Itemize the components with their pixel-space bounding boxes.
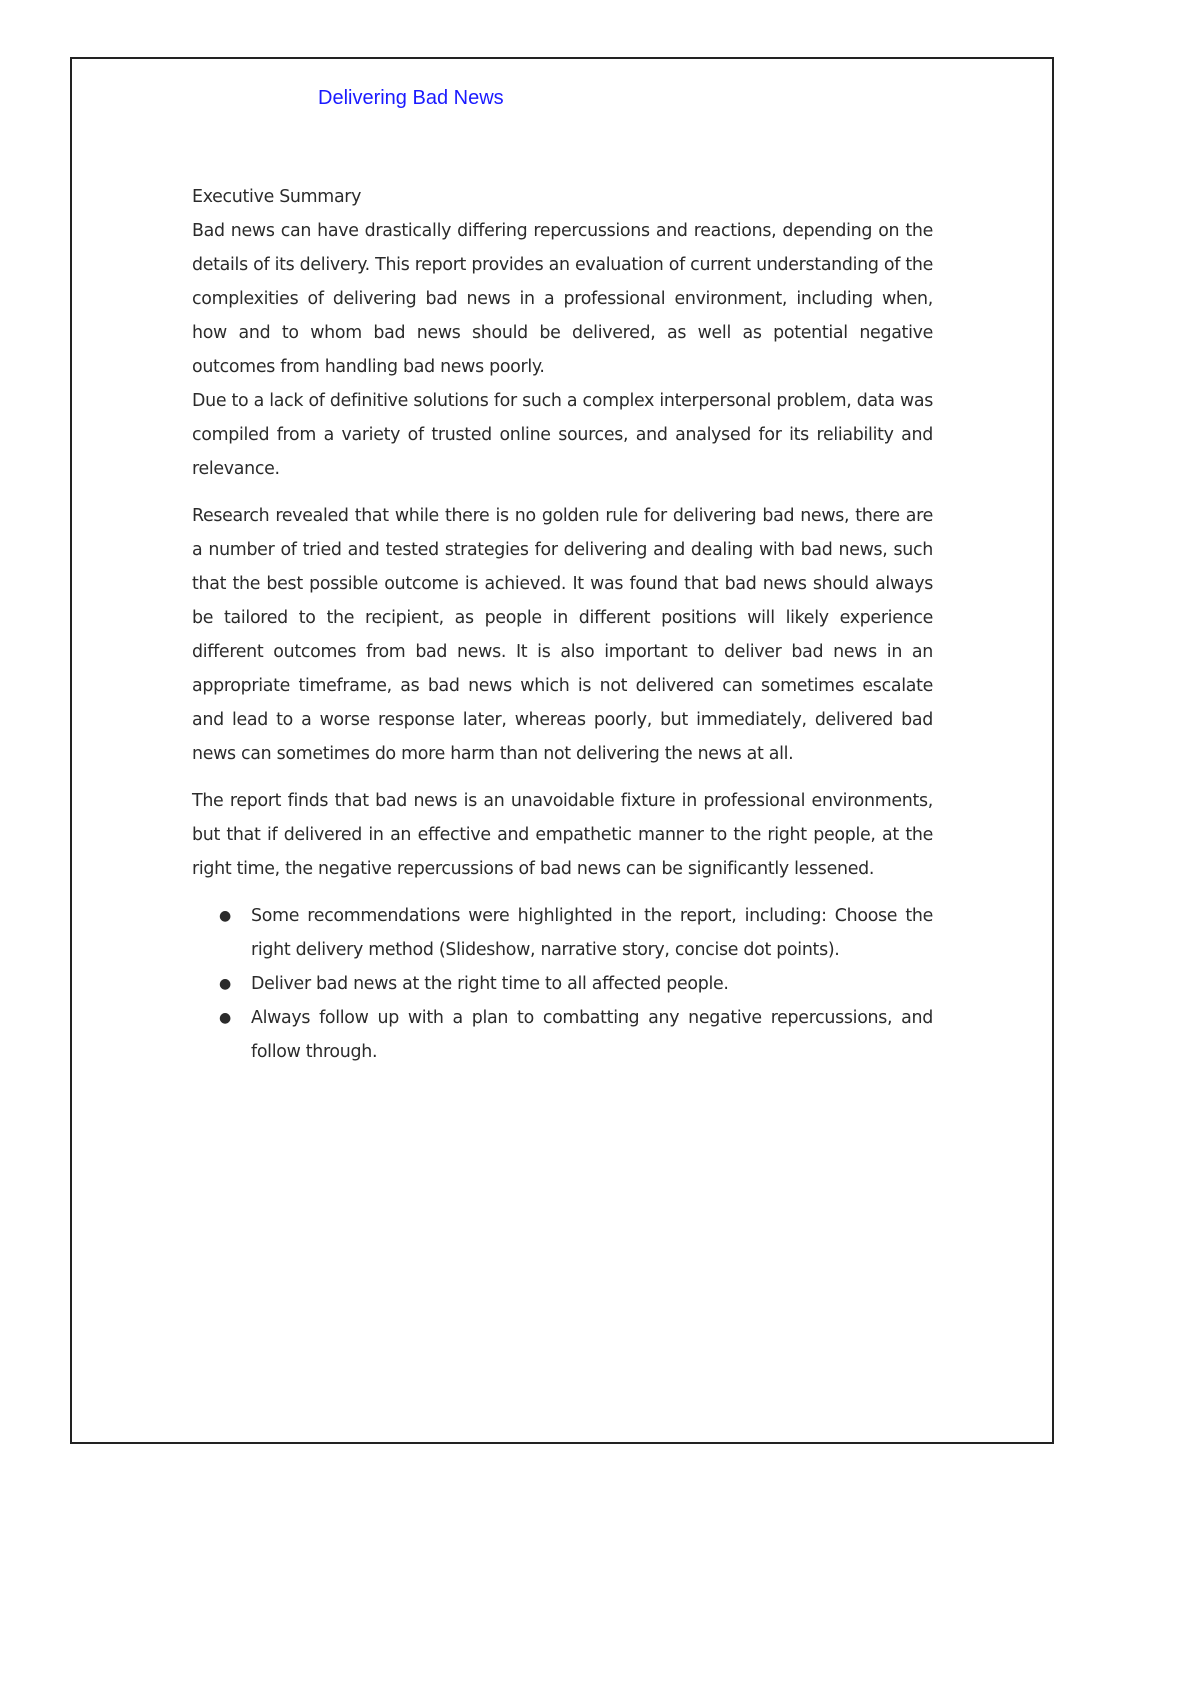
list-item (219, 967, 933, 1001)
conclusion-paragraph: The report finds that bad news is an unavoidable fixture in professional environments, but that if delivered in an effective and empathetic manner to the right people, at the right time, the negative repercussions of bad news can be significantly lessened. (192, 791, 933, 879)
recommendations-list (192, 899, 933, 1069)
section-heading: Executive Summary (192, 187, 362, 207)
findings-paragraph: Research revealed that while there is no golden rule for delivering bad news, there are a number of tried and tested strategies for delivering and dealing with bad news, such that the best possible outcome is achieved. It was found that bad news should always be tailored to the recipient, as people in different positions will likely experience different outcomes from bad news. It is also important to deliver bad news in an appropriate timeframe, as bad news which is not delivered can sometimes escalate and lead to a worse response later, whereas poorly, but immediately, delivered bad news can sometimes do more harm than not delivering the news at all. (192, 506, 933, 764)
bullet-icon: ● (219, 1010, 231, 1026)
recommendation-text: Some recommendations were highlighted in the report, including: Choose the right delivery method (Slideshow, narrative story, concise dot points). (251, 906, 933, 960)
document-title: Delivering Bad News (318, 87, 504, 109)
document-body (192, 180, 933, 1069)
recommendation-text: Always follow up with a plan to combatting any negative repercussions, and follow through. (251, 1008, 933, 1062)
bullet-icon: ● (219, 976, 231, 992)
list-item (219, 1001, 933, 1069)
summary-paragraph: Bad news can have drastically differing repercussions and reactions, depending on the details of its delivery. This report provides an evaluation of current understanding of the complexities of delivering bad news in a professional environment, including when, how and to whom bad news should be delivered, as well as potential negative outcomes from handling bad news poorly. (192, 221, 933, 377)
bullet-icon: ● (219, 908, 231, 924)
recommendation-text: Deliver bad news at the right time to all affected people. (251, 974, 729, 994)
method-paragraph: Due to a lack of definitive solutions for such a complex interpersonal problem, data was compiled from a variety of trusted online sources, and analysed for its reliability and relevance. (192, 391, 933, 479)
list-item (219, 899, 933, 967)
